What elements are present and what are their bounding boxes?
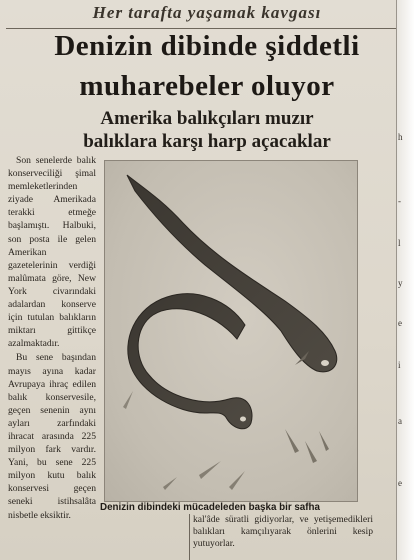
photo-caption: Denizin dibindeki mücadeleden başka bir safha	[100, 502, 320, 513]
small-fish-5	[229, 471, 245, 490]
strip-char-2: l	[398, 238, 401, 248]
headline-line-2: muharebeler oluyor	[79, 70, 335, 102]
small-fish-1	[285, 429, 299, 453]
strip-char-6: a	[398, 416, 402, 426]
upper-eel-eye	[321, 360, 329, 366]
top-rule	[6, 28, 404, 29]
strip-char-0: h	[398, 132, 403, 142]
headline-line-1: Denizin dibinde şiddetli	[54, 30, 360, 62]
subheadline-line-1: Amerika balıkçıları muzır	[100, 108, 314, 129]
photo	[104, 160, 358, 502]
upper-eel	[127, 175, 337, 372]
strip-char-1: -	[398, 196, 401, 206]
small-fish-4	[199, 461, 221, 479]
subheadline-line-2: balıklara karşı harp açacaklar	[83, 131, 331, 152]
paragraph-1: Son senelerde balık konserveciliği şimal memleketlerinden ziyade Amerikada terakki etmeğe başlamıştı. Halbuki, son posta ile gelen Amerikan gazetelerinin verdiği malûmata göre, New York civarındaki adalardan konserve için tutulan balıkların miktarı gittikçe azalmaktadır.	[8, 155, 96, 350]
lower-eel-eye	[240, 417, 246, 422]
continuation-right: kal'âde süratli gidiyorlar, ve yetişemedikleri balıkları kamçılıyarak önlerini kesip yutuyorlar.	[193, 514, 373, 550]
article-column	[8, 154, 96, 522]
lower-eel	[128, 294, 252, 429]
adjacent-page-edge	[396, 0, 414, 560]
strip-char-3: y	[398, 278, 403, 288]
column-divider	[189, 514, 190, 560]
small-fish-7	[123, 391, 133, 409]
eel-illustration	[105, 161, 357, 501]
strip-char-4: e	[398, 318, 402, 328]
strip-char-5: i	[398, 360, 401, 370]
strip-char-7: e	[398, 478, 402, 488]
paragraph-2: Bu sene başından mayıs ayına kadar Avrupaya ihraç edilen balık konservesile, geçen senenin aynı ayları zarfındaki ihracat arasında 225 milyon fark vardır. Yani, bu sene 225 milyon kutu balık konservesi geçen seneki istihsalâta nisbetle eksiktir.	[8, 352, 96, 521]
small-fish-2	[305, 441, 317, 463]
small-fish-3	[319, 431, 329, 451]
small-fish-6	[163, 477, 177, 490]
kicker: Her tarafta yaşamak kavgası	[92, 3, 322, 22]
